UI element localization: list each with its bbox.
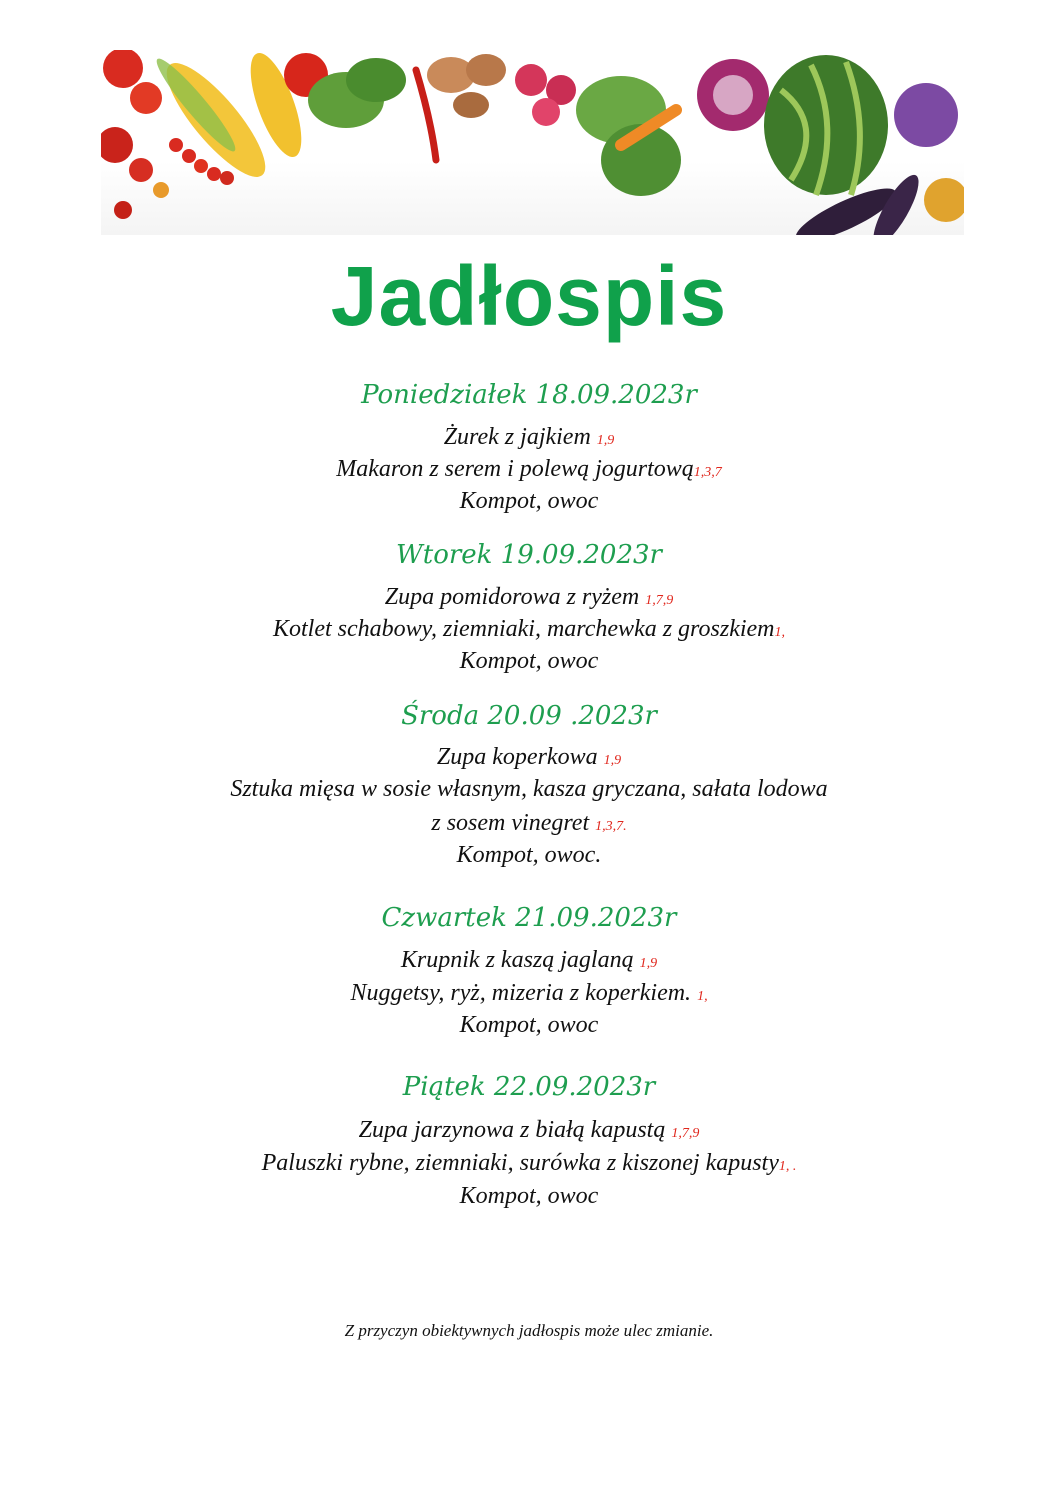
day-heading-monday: Poniedziałek 18.09.2023r (361, 380, 697, 410)
menu-line: Kotlet schabowy, ziemniaki, marchewka z groszkiem1, (273, 616, 785, 642)
allergen-codes: 1, . (778, 1159, 797, 1174)
menu-line: Zupa pomidorowa z ryżem 1,7,9 (384, 584, 674, 610)
menu-line: Żurek z jajkiem 1,9 (443, 424, 615, 450)
disclaimer-note: Z przyczyn obiektywnych jadłospis może ulec zmianie. (344, 1321, 714, 1340)
day-heading-friday: Piątek 22.09.2023r (402, 1072, 656, 1102)
menu-line: Kompot, owoc (459, 1012, 599, 1038)
menu-line: Sztuka mięsa w sosie własnym, kasza gryczana, sałata lodowa (230, 776, 828, 802)
menu-line: Zupa jarzynowa z białą kapustą 1,7,9 (358, 1117, 700, 1143)
day-heading-thursday: Czwartek 21.09.2023r (381, 903, 677, 933)
allergen-codes: 1, (697, 989, 708, 1004)
menu-line: Makaron z serem i polewą jogurtową1,3,7 (336, 456, 722, 482)
allergen-codes: 1,9 (596, 433, 615, 448)
day-heading-tuesday: Wtorek 19.09.2023r (396, 540, 662, 570)
menu-line: Kompot, owoc (459, 648, 599, 674)
menu-line: Nuggetsy, ryż, mizeria z koperkiem. 1, (350, 980, 708, 1006)
allergen-codes: 1,7,9 (671, 1126, 700, 1141)
menu-line: Krupnik z kaszą jaglaną 1,9 (400, 947, 658, 973)
vegetables-banner-image (101, 50, 964, 235)
menu-line: Paluszki rybne, ziemniaki, surówka z kiszonej kapusty1, . (261, 1150, 797, 1176)
allergen-codes: 1, (774, 625, 785, 640)
menu-line: Zupa koperkowa 1,9 (436, 744, 622, 770)
allergen-codes: 1,7,9 (645, 593, 674, 608)
menu-line: Kompot, owoc (459, 488, 599, 514)
allergen-codes: 1,9 (603, 753, 622, 768)
allergen-codes: 1,3,7 (693, 465, 722, 480)
day-heading-wednesday: Środa 20.09 .2023r (401, 701, 657, 731)
allergen-codes: 1,9 (639, 956, 658, 971)
menu-line: Kompot, owoc. (456, 842, 602, 868)
menu-line: z sosem vinegret 1,3,7. (431, 810, 627, 836)
allergen-codes: 1,3,7. (595, 819, 627, 834)
menu-line: Kompot, owoc (459, 1183, 599, 1209)
page-title: Jadłospis (330, 249, 728, 343)
